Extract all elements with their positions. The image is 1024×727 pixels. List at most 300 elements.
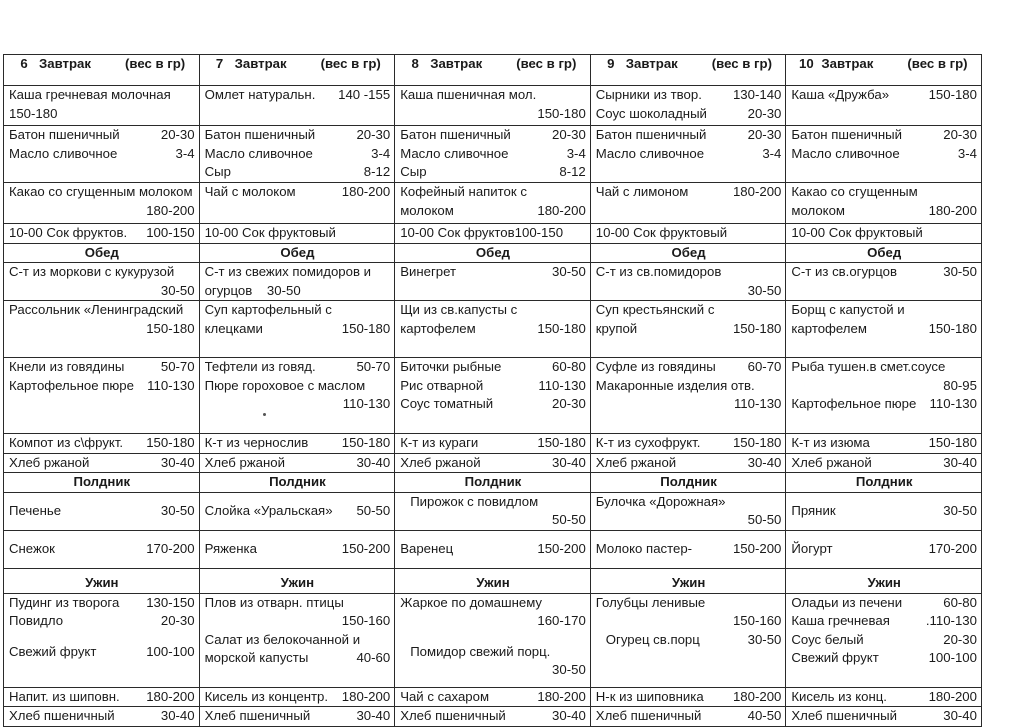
section-row-lunch bbox=[4, 243, 982, 263]
cell-text: 150-180 bbox=[537, 105, 586, 121]
cell-text: С-т из св.огурцов bbox=[791, 264, 898, 279]
menu-cell bbox=[4, 434, 200, 454]
cell-text: Батон пшеничный bbox=[204, 127, 316, 142]
cell-text: Хлеб пшеничный bbox=[204, 708, 311, 723]
cell-text: 10-00 Сок фруктов. bbox=[9, 225, 128, 240]
cell-text: Сырники из твор. bbox=[595, 87, 702, 102]
menu-cell bbox=[4, 183, 200, 224]
menu-cell bbox=[199, 492, 395, 530]
cell-text: 150-180 bbox=[928, 435, 977, 450]
cell-text: огурцов bbox=[204, 282, 253, 298]
section-title: Полдник bbox=[199, 473, 395, 493]
cell-text: 50-70 bbox=[356, 359, 391, 374]
menu-cell bbox=[199, 434, 395, 454]
menu-cell bbox=[199, 593, 395, 687]
menu-table bbox=[3, 54, 982, 727]
cell-text: 6 bbox=[20, 56, 28, 71]
menu-cell bbox=[395, 358, 591, 434]
cell-text: 180-200 bbox=[537, 202, 586, 218]
cell-text: 30-50 bbox=[266, 282, 301, 298]
cell-text: 20-30 bbox=[356, 127, 391, 142]
cell-text: 20-30 bbox=[160, 127, 195, 142]
cell-text: 9 bbox=[607, 56, 615, 71]
menu-cell bbox=[786, 492, 982, 530]
table-row bbox=[4, 86, 982, 126]
cell-text: Пирожок с повидлом bbox=[410, 493, 539, 509]
cell-text: Повидло bbox=[9, 613, 64, 628]
cell-text: Оладьи из печени bbox=[791, 594, 903, 610]
cell-text: крупой bbox=[595, 320, 638, 336]
cell-text: Тефтели из говяд. bbox=[204, 359, 316, 374]
section-title: Ужин bbox=[4, 568, 200, 593]
cell-text: 150-180 bbox=[732, 435, 782, 450]
section-title: Ужин bbox=[199, 568, 395, 593]
table-row bbox=[4, 126, 982, 183]
cell-text: 150-180 bbox=[928, 87, 977, 102]
day-header bbox=[786, 55, 982, 86]
menu-cell bbox=[590, 263, 786, 301]
cell-text: Хлеб ржаной bbox=[400, 454, 481, 470]
menu-cell bbox=[786, 86, 982, 126]
cell-text: Щи из св.капусты с bbox=[400, 302, 518, 317]
menu-cell bbox=[590, 434, 786, 454]
menu-cell bbox=[786, 358, 982, 434]
cell-text: 180-200 bbox=[537, 688, 586, 704]
cell-text: Завтрак bbox=[234, 56, 287, 71]
cell-text: Жаркое по домашнему bbox=[400, 594, 543, 610]
cell-text: Йогурт bbox=[791, 540, 833, 556]
cell-text: Хлеб пшеничный bbox=[400, 708, 506, 723]
cell-text: Снежок bbox=[9, 540, 55, 556]
cell-text: Помидор свежий порц. bbox=[410, 643, 551, 659]
cell-text: Молоко пастер- bbox=[595, 540, 693, 556]
menu-cell bbox=[786, 593, 982, 687]
menu-cell bbox=[786, 530, 982, 568]
cell-text: Плов из отварн. птицы bbox=[204, 594, 344, 610]
cell-text: 30-40 bbox=[356, 454, 391, 470]
cell-text: 30-50 bbox=[747, 282, 782, 298]
cell-text: Хлеб ржаной bbox=[9, 454, 90, 470]
cell-text: 150-180 bbox=[341, 320, 391, 336]
header-row bbox=[4, 55, 982, 86]
cell-text: Н-к из шиповника bbox=[595, 688, 704, 704]
cell-text: 30-50 bbox=[160, 282, 195, 298]
cell-text: (вес в гр) bbox=[125, 56, 186, 71]
cell-text: Завтрак bbox=[625, 56, 678, 71]
section-title: Полдник bbox=[4, 473, 200, 493]
cell-text: Суп крестьянский с bbox=[595, 302, 715, 317]
table-row bbox=[4, 224, 982, 244]
cell-text: К-т из сухофрукт. bbox=[595, 435, 701, 450]
table-row bbox=[4, 301, 982, 358]
cell-text: клецками bbox=[204, 320, 263, 336]
section-title: Ужин bbox=[590, 568, 786, 593]
cell-text: 40-50 bbox=[747, 708, 782, 723]
cell-text: 30-40 bbox=[552, 454, 586, 470]
section-title: Обед bbox=[199, 243, 395, 263]
cell-text: Завтрак bbox=[430, 56, 483, 71]
cell-text: 20-30 bbox=[943, 127, 977, 142]
menu-cell bbox=[395, 707, 591, 727]
menu-cell bbox=[395, 593, 591, 687]
menu-cell bbox=[199, 301, 395, 358]
cell-text: Винегрет bbox=[400, 264, 457, 279]
cell-text: 150-160 bbox=[732, 613, 782, 628]
menu-cell bbox=[4, 530, 200, 568]
cell-text: Чай с лимоном bbox=[595, 184, 689, 199]
menu-cell bbox=[590, 86, 786, 126]
cell-text: 30-50 bbox=[943, 502, 977, 518]
cell-text: Хлеб ржаной bbox=[204, 454, 285, 470]
cell-text: Биточки рыбные bbox=[400, 359, 502, 374]
cell-text: 10 bbox=[799, 56, 814, 71]
cell-text: Картофельное пюре bbox=[9, 377, 134, 393]
cell-text: Чай с молоком bbox=[204, 184, 296, 199]
section-title: Ужин bbox=[395, 568, 591, 593]
cell-text: 180-200 bbox=[928, 202, 977, 218]
cell-text: Сыр bbox=[204, 164, 231, 179]
cell-text: 10-00 Сок фруктов100-150 bbox=[400, 225, 564, 240]
cell-text: 150-160 bbox=[341, 613, 391, 628]
cell-text: 180-200 bbox=[928, 688, 977, 704]
cell-text: К-т из изюма bbox=[791, 435, 870, 450]
cell-text: 30-50 bbox=[160, 502, 195, 518]
cell-text: Голубцы ленивые bbox=[595, 594, 706, 610]
cell-text: Завтрак bbox=[821, 56, 874, 71]
menu-cell bbox=[199, 224, 395, 244]
cell-text: Масло сливочное bbox=[9, 145, 118, 161]
cell-text: С-т из свежих помидоров и bbox=[204, 264, 372, 279]
cell-text: 3-4 bbox=[762, 145, 782, 161]
menu-cell bbox=[395, 86, 591, 126]
menu-cell bbox=[786, 126, 982, 183]
cell-text: Варенец bbox=[400, 540, 454, 556]
cell-text: 50-50 bbox=[356, 502, 391, 518]
cell-text: 7 bbox=[215, 56, 224, 71]
cell-text: 140 -155 bbox=[338, 87, 391, 102]
cell-text: 180-200 bbox=[732, 688, 782, 704]
cell-text: картофелем bbox=[400, 320, 476, 336]
cell-text: 60-70 bbox=[747, 359, 782, 374]
table-row bbox=[4, 492, 982, 530]
cell-text: Сыр bbox=[400, 164, 427, 179]
cell-text: 110-130 bbox=[929, 396, 977, 411]
menu-cell bbox=[199, 263, 395, 301]
cell-text: 150-200 bbox=[341, 540, 391, 556]
menu-cell bbox=[786, 687, 982, 707]
menu-cell bbox=[590, 593, 786, 687]
cell-text: Каша «Дружба» bbox=[791, 87, 890, 102]
cell-text: 180-200 bbox=[146, 688, 195, 704]
cell-text: Какао со сгущенным молоком bbox=[9, 184, 193, 199]
cell-text: Соус шоколадный bbox=[595, 105, 707, 121]
cell-text: 20-30 bbox=[747, 105, 782, 121]
cell-text: 8-12 bbox=[559, 164, 586, 179]
menu-cell bbox=[4, 707, 200, 727]
cell-text: 130-150 bbox=[146, 594, 195, 610]
cell-text: 30-50 bbox=[552, 662, 586, 677]
menu-cell bbox=[4, 358, 200, 434]
menu-cell bbox=[199, 687, 395, 707]
cell-text: 60-80 bbox=[552, 359, 586, 374]
cell-text: 30-40 bbox=[356, 708, 391, 723]
cell-text: 180-200 bbox=[341, 688, 391, 704]
cell-text: Суп картофельный с bbox=[204, 302, 332, 317]
cell-text: 180-200 bbox=[732, 184, 782, 199]
menu-cell bbox=[395, 301, 591, 358]
cell-text: 50-70 bbox=[160, 359, 195, 374]
table-row bbox=[4, 183, 982, 224]
cell-text: Батон пшеничный bbox=[9, 127, 120, 142]
menu-cell bbox=[199, 358, 395, 434]
cell-text: 170-200 bbox=[146, 540, 195, 556]
table-row bbox=[4, 434, 982, 454]
cell-text: 150-180 bbox=[537, 435, 586, 450]
table-row bbox=[4, 707, 982, 727]
scan-speck bbox=[263, 413, 266, 416]
cell-text: Слойка «Уральская» bbox=[204, 502, 333, 518]
cell-text: 30-50 bbox=[943, 264, 977, 279]
cell-text: 160-170 bbox=[537, 613, 586, 628]
cell-text: молоком bbox=[400, 202, 454, 218]
cell-text: 3-4 bbox=[566, 145, 586, 161]
cell-text: С-т из моркови с кукурузой bbox=[9, 264, 175, 279]
cell-text: 100-150 bbox=[146, 225, 195, 240]
section-title: Полдник bbox=[590, 473, 786, 493]
cell-text: (вес в гр) bbox=[711, 56, 772, 71]
cell-text: Рыба тушен.в смет.соусе bbox=[791, 359, 946, 374]
menu-cell bbox=[4, 224, 200, 244]
menu-cell bbox=[590, 358, 786, 434]
table-row bbox=[4, 263, 982, 301]
menu-cell bbox=[4, 263, 200, 301]
cell-text: Салат из белокочанной и bbox=[204, 631, 361, 647]
cell-text: Батон пшеничный bbox=[791, 127, 902, 142]
day-header bbox=[590, 55, 786, 86]
cell-text: Огурец св.порц bbox=[605, 631, 700, 647]
cell-text: Масло сливочное bbox=[400, 145, 509, 161]
cell-text: Чай с сахаром bbox=[400, 688, 490, 704]
cell-text: 110-130 bbox=[342, 396, 391, 411]
cell-text: 40-60 bbox=[356, 650, 391, 665]
menu-cell bbox=[786, 263, 982, 301]
menu-cell bbox=[395, 263, 591, 301]
cell-text: 20-30 bbox=[943, 631, 977, 647]
cell-text: Соус томатный bbox=[400, 396, 494, 411]
cell-text: Хлеб ржаной bbox=[595, 454, 677, 470]
table-row bbox=[4, 453, 982, 473]
cell-text: 170-200 bbox=[928, 540, 977, 556]
menu-cell bbox=[590, 301, 786, 358]
cell-text: 3-4 bbox=[371, 145, 391, 161]
menu-cell bbox=[590, 687, 786, 707]
cell-text: 30-40 bbox=[943, 454, 977, 470]
cell-text: Пюре гороховое с маслом bbox=[204, 377, 366, 393]
menu-cell bbox=[4, 86, 200, 126]
menu-cell bbox=[199, 530, 395, 568]
cell-text: 30-40 bbox=[943, 708, 977, 723]
cell-text: Кофейный напиток с bbox=[400, 184, 527, 199]
section-row-snack bbox=[4, 473, 982, 493]
cell-text: 3-4 bbox=[175, 145, 195, 161]
cell-text: 150-200 bbox=[537, 540, 586, 556]
cell-text: Масло сливочное bbox=[595, 145, 705, 161]
menu-cell bbox=[590, 492, 786, 530]
cell-text: 3-4 bbox=[957, 145, 977, 161]
cell-text: 30-40 bbox=[160, 454, 195, 470]
menu-cell bbox=[4, 453, 200, 473]
cell-text: 150-180 bbox=[9, 105, 58, 121]
menu-cell bbox=[590, 707, 786, 727]
cell-text: 150-180 bbox=[341, 435, 391, 450]
table-row bbox=[4, 687, 982, 707]
cell-text: Хлеб пшеничный bbox=[9, 708, 115, 723]
cell-text: 180-200 bbox=[146, 202, 195, 218]
cell-text: Хлеб пшеничный bbox=[595, 708, 702, 723]
menu-cell bbox=[395, 492, 591, 530]
cell-text: 100-100 bbox=[146, 643, 195, 659]
cell-text: 100-100 bbox=[928, 650, 977, 665]
cell-text: Каша пшеничная мол. bbox=[400, 87, 537, 102]
cell-text: Печенье bbox=[9, 502, 62, 518]
section-title: Обед bbox=[590, 243, 786, 263]
menu-cell bbox=[590, 183, 786, 224]
menu-cell bbox=[395, 224, 591, 244]
menu-cell bbox=[199, 183, 395, 224]
cell-text: Кисель из концентр. bbox=[204, 688, 329, 704]
cell-text: К-т из кураги bbox=[400, 435, 479, 450]
menu-cell bbox=[199, 707, 395, 727]
cell-text: Хлеб пшеничный bbox=[791, 708, 897, 723]
cell-text: 10-00 Сок фруктовый bbox=[595, 225, 728, 240]
cell-text: Свежий фрукт bbox=[791, 650, 879, 665]
section-title: Ужин bbox=[786, 568, 982, 593]
cell-text: 110-130 bbox=[733, 396, 782, 411]
menu-cell bbox=[786, 301, 982, 358]
cell-text: 50-50 bbox=[552, 512, 586, 527]
cell-text: Пряник bbox=[791, 502, 836, 518]
cell-text: 130-140 bbox=[732, 87, 782, 102]
cell-text: Ряженка bbox=[204, 540, 257, 556]
cell-text: Батон пшеничный bbox=[400, 127, 511, 142]
menu-cell bbox=[4, 301, 200, 358]
cell-text: (вес в гр) bbox=[907, 56, 968, 71]
table-row bbox=[4, 530, 982, 568]
cell-text: 8-12 bbox=[363, 164, 391, 179]
cell-text: 20-30 bbox=[160, 613, 195, 628]
cell-text: Напит. из шиповн. bbox=[9, 688, 120, 704]
cell-text: Картофельное пюре bbox=[791, 396, 917, 411]
cell-text: Суфле из говядины bbox=[595, 359, 716, 374]
menu-cell bbox=[786, 707, 982, 727]
day-header bbox=[199, 55, 395, 86]
day-header bbox=[395, 55, 591, 86]
menu-cell bbox=[199, 126, 395, 183]
section-title: Полдник bbox=[786, 473, 982, 493]
cell-text: 110-130 bbox=[147, 377, 195, 393]
menu-cell bbox=[395, 687, 591, 707]
cell-text: 180-200 bbox=[341, 184, 391, 199]
menu-cell bbox=[199, 453, 395, 473]
menu-cell bbox=[395, 434, 591, 454]
day-header bbox=[4, 55, 200, 86]
menu-cell bbox=[395, 183, 591, 224]
table-row bbox=[4, 358, 982, 434]
cell-text: Кнели из говядины bbox=[9, 359, 125, 374]
cell-text: 30-50 bbox=[552, 264, 586, 279]
cell-text: 10-00 Сок фруктовый bbox=[791, 225, 923, 240]
cell-text: 60-80 bbox=[943, 594, 977, 610]
cell-text: Макаронные изделия отв. bbox=[595, 377, 755, 393]
cell-text: .110-130 bbox=[925, 613, 977, 628]
menu-cell bbox=[786, 453, 982, 473]
section-title: Полдник bbox=[395, 473, 591, 493]
cell-text: Соус белый bbox=[791, 631, 864, 647]
cell-text: 150-180 bbox=[928, 320, 977, 336]
section-title: Обед bbox=[4, 243, 200, 263]
section-row-dinner bbox=[4, 568, 982, 593]
menu-cell bbox=[4, 492, 200, 530]
cell-text: К-т из чернослив bbox=[204, 435, 309, 450]
cell-text: 150-180 bbox=[732, 320, 782, 336]
cell-text: (вес в гр) bbox=[516, 56, 577, 71]
cell-text: Какао со сгущенным bbox=[791, 184, 918, 199]
cell-text: Омлет натуральн. bbox=[204, 87, 316, 102]
cell-text: 150-180 bbox=[146, 435, 195, 450]
cell-text: 10-00 Сок фруктовый bbox=[204, 225, 336, 240]
cell-text: 20-30 bbox=[552, 127, 586, 142]
menu-cell bbox=[395, 126, 591, 183]
menu-cell bbox=[395, 453, 591, 473]
menu-cell bbox=[590, 530, 786, 568]
menu-cell bbox=[786, 434, 982, 454]
cell-text: Пудинг из творога bbox=[9, 594, 120, 610]
cell-text: 110-130 bbox=[538, 377, 586, 393]
section-title: Обед bbox=[395, 243, 591, 263]
menu-cell bbox=[199, 86, 395, 126]
cell-text: 150-180 bbox=[537, 320, 586, 336]
menu-cell bbox=[786, 224, 982, 244]
cell-text: 20-30 bbox=[747, 127, 782, 142]
cell-text: морской капусты bbox=[204, 650, 309, 665]
cell-text: Кисель из конц. bbox=[791, 688, 887, 704]
cell-text: 30-50 bbox=[747, 631, 782, 647]
cell-text: Батон пшеничный bbox=[595, 127, 707, 142]
cell-text: Каша гречневая молочная bbox=[9, 87, 171, 102]
cell-text: Борщ с капустой и bbox=[791, 302, 905, 317]
cell-text: 80-95 bbox=[943, 377, 977, 393]
menu-cell bbox=[786, 183, 982, 224]
menu-cell bbox=[4, 593, 200, 687]
menu-cell bbox=[590, 224, 786, 244]
menu-cell bbox=[4, 126, 200, 183]
cell-text: С-т из св.помидоров bbox=[595, 264, 722, 279]
cell-text: Каша гречневая bbox=[791, 613, 890, 628]
cell-text: молоком bbox=[791, 202, 845, 218]
cell-text: (вес в гр) bbox=[320, 56, 381, 71]
cell-text: 30-40 bbox=[160, 708, 195, 723]
cell-text: Масло сливочное bbox=[204, 145, 313, 161]
cell-text: Компот из с\фрукт. bbox=[9, 435, 124, 450]
section-title: Обед bbox=[786, 243, 982, 263]
cell-text: Свежий фрукт bbox=[9, 643, 97, 659]
cell-text: Завтрак bbox=[39, 56, 91, 71]
cell-text: Булочка «Дорожная» bbox=[595, 493, 726, 509]
cell-text: Масло сливочное bbox=[791, 145, 900, 161]
cell-text: 8 bbox=[411, 56, 419, 71]
menu-cell bbox=[4, 687, 200, 707]
cell-text: 50-50 bbox=[747, 512, 782, 527]
